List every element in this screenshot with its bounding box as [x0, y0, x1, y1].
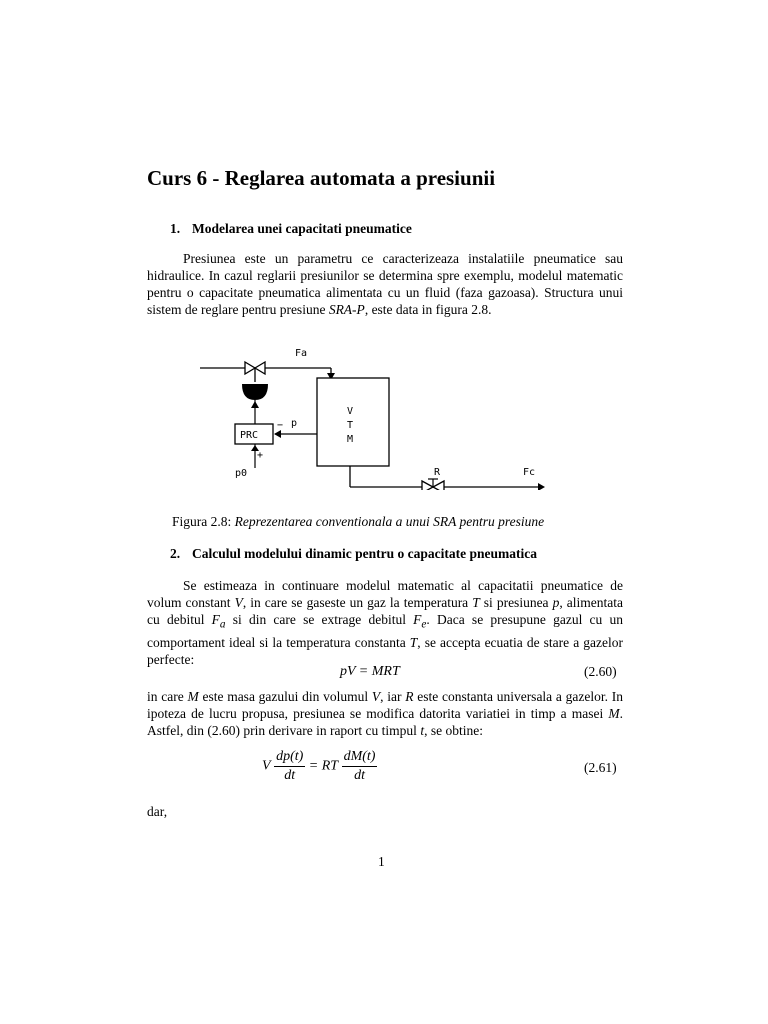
inlet-valve-icon	[245, 362, 265, 382]
svg-text:R: R	[434, 467, 441, 478]
svg-text:p0: p0	[235, 468, 248, 479]
equation-number-2-60: (2.60)	[584, 664, 617, 679]
equation-2-61: V $\frac{dp(t)}{dt}$ = RT $\frac{dM(t)}{dt}$	[262, 749, 376, 783]
section-heading-1	[170, 221, 412, 237]
svg-text:−: −	[277, 420, 284, 431]
page-number: 1	[378, 854, 385, 869]
dar-text: dar,	[147, 804, 168, 819]
section-title: Modelarea unei capacitati pneumatice	[192, 221, 412, 236]
prc-label: PRC	[240, 430, 259, 441]
section-heading-2	[170, 546, 537, 562]
page-title: Curs 6 - Reglarea automata a presiunii	[147, 166, 496, 190]
outlet-valve-icon	[422, 479, 444, 490]
equation-2-60: pV = MRT	[340, 664, 400, 679]
svg-text:Fa: Fa	[295, 348, 308, 359]
section-number: 1.	[170, 221, 181, 236]
figure-caption: Figura 2.8: Reprezentarea conventionala a unui SRA pentru presiune	[172, 514, 545, 529]
valve-actuator-icon	[242, 384, 268, 400]
svg-text:T: T	[347, 420, 354, 431]
svg-text:+: +	[257, 450, 264, 461]
sra-pressure-diagram	[195, 340, 555, 490]
equation-number-2-61: (2.61)	[584, 760, 617, 775]
svg-text:M: M	[347, 434, 354, 445]
svg-text:p: p	[291, 418, 298, 429]
section-number: 2.	[170, 546, 181, 561]
section-title: Calculul modelului dinamic pentru o capacitate pneumatica	[192, 546, 538, 561]
paragraph-derivation: in care M este masa gazului din volumul V, iar R este constanta universala a gazelor. In ipoteza de lucru propusa, presiunea se modifica datorita variatiei in timp a masei M. Astfel, din (2.60) prin derivare in raport cu timpul t, se obtine:	[147, 689, 623, 738]
paragraph-model: Se estimeaza in continuare modelul matematic al capacitatii pneumatice de volum constant V, in care se gaseste un gaz la temperatura T si presiunea p, alimentata cu debitul $F_a$ si din care se extrage debitul $F_e$. Daca se presupune gazul cu un comportament ideal si la temperatura constanta T, se accepta ecuatia de stare a gazelor perfecte:	[147, 578, 623, 667]
svg-text:Fc: Fc	[523, 467, 536, 478]
paragraph-intro: Presiunea este un parametru ce caracterizeaza instalatiile pneumatice sau hidraulice. In cazul reglarii presiunilor se determina spre exemplu, modelul matematic pentru o capacitate pneumatica alimentata cu un fluid (faza gazoasa). Structura unui sistem de reglare pentru presiune SRA-P, este data in figura 2.8.	[147, 251, 623, 317]
svg-text:V: V	[347, 406, 354, 417]
